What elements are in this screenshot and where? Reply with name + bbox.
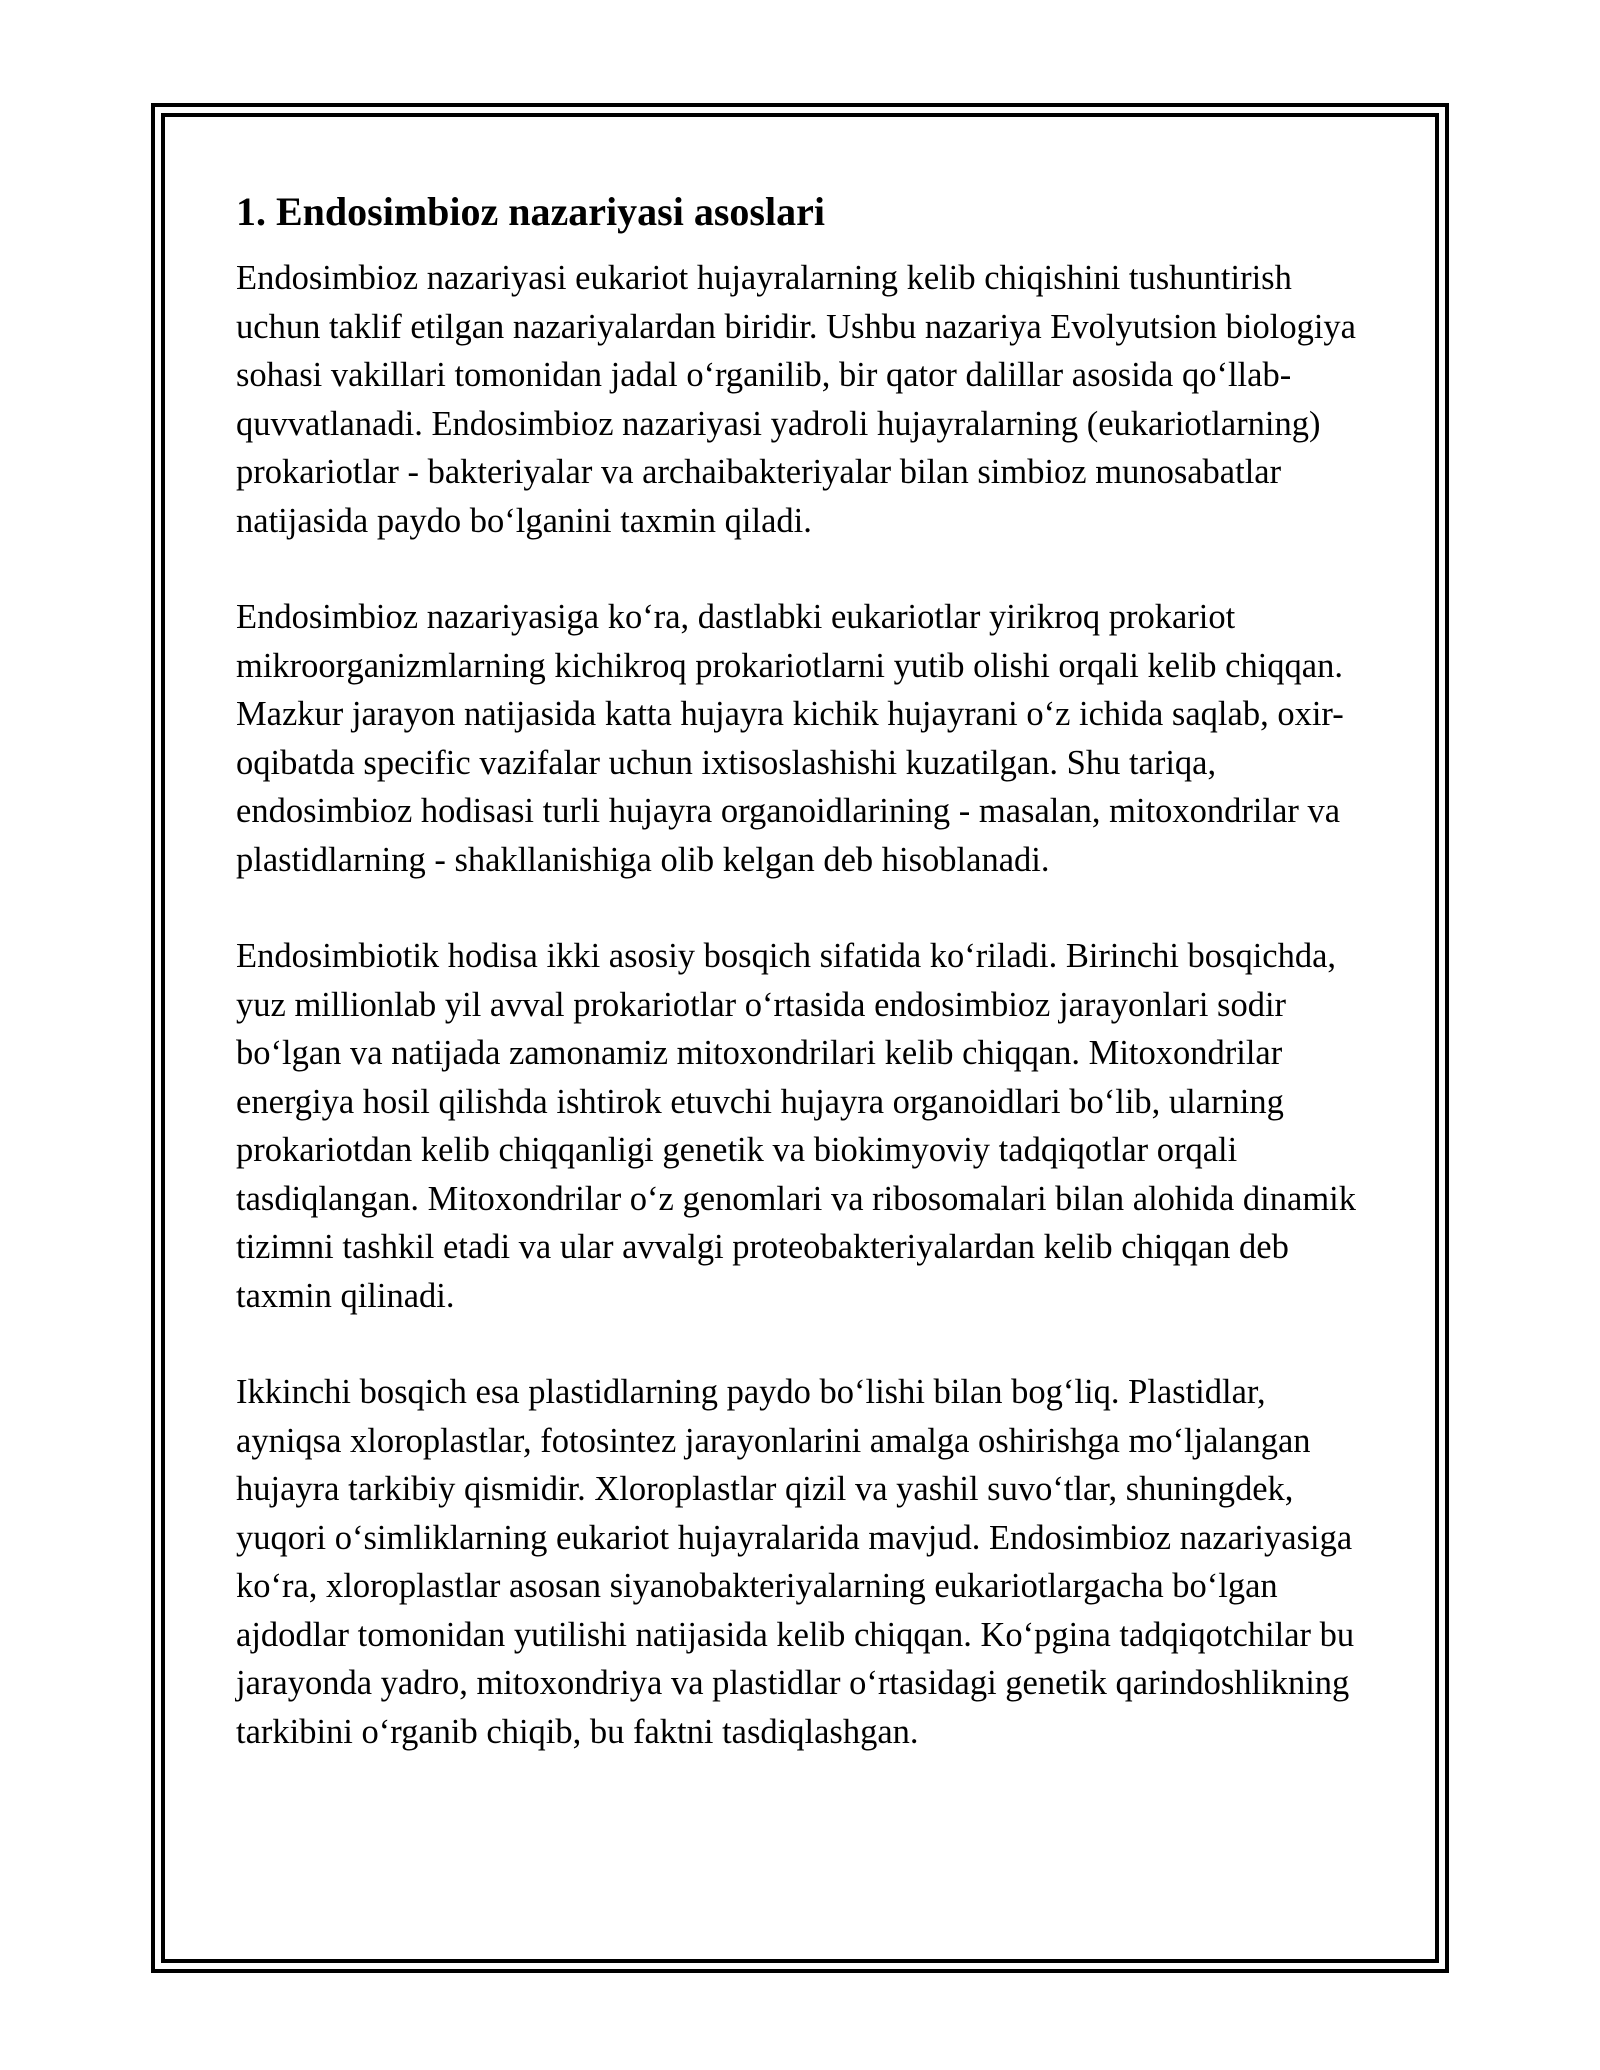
paragraph-2: Endosimbioz nazariyasiga ko‘ra, dastlabki eukariotlar yirikroq prokariot mikroorganizmlarning kichikroq prokariotlarni yutib olishi orqali kelib chiqqan. Mazkur jarayon natijasida katta hujayra kichik hujayrani o‘z ichida saqlab, oxir-oqibatda specific vazifalar uchun ixtisoslashishi kuzatilgan. Shu tariqa, endosimbioz hodisasi turli hujayra organoidlarining - masalan, mitoxondrilar va plastidlarning - shakllanishiga olib kelgan deb hisoblanadi. xyxy=(236,598,1344,879)
document-body xyxy=(236,184,1376,1756)
paragraph-1: Endosimbioz nazariyasi eukariot hujayralarning kelib chiqishini tushuntirish uchun taklif etilgan nazariyalardan biridir. Ushbu nazariya Evolyutsion biologiya sohasi vakillari tomonidan jadal o‘rganilib, bir qator dalillar asosida qo‘llab-quvvatlanadi. Endosimbioz nazariyasi yadroli hujayralarning (eukariotlarning) prokariotlar - bakteriyalar va archaibakteriyalar bilan simbioz munosabatlar natijasida paydo bo‘lganini taxmin qiladi. xyxy=(236,259,1356,540)
paragraph-3: Endosimbiotik hodisa ikki asosiy bosqich sifatida ko‘riladi. Birinchi bosqichda, yuz millionlab yil avval prokariotlar o‘rtasida endosimbioz jarayonlari sodir bo‘lgan va natijada zamonamiz mitoxondrilari kelib chiqqan. Mitoxondrilar energiya hosil qilishda ishtirok etuvchi hujayra organoidlari bo‘lib, ularning prokariotdan kelib chiqqanligi genetik va biokimyoviy tadqiqotlar orqali tasdiqlangan. Mitoxondrilar o‘z genomlari va ribosomalari bilan alohida dinamik tizimni tashkil etadi va ular avvalgi proteobakteriyalardan kelib chiqqan deb taxmin qilinadi. xyxy=(236,937,1357,1315)
section-heading: 1. Endosimbioz nazariyasi asoslari xyxy=(236,189,825,234)
paragraph-4: Ikkinchi bosqich esa plastidlarning paydo bo‘lishi bilan bog‘liq. Plastidlar, ayniqsa xloroplastlar, fotosintez jarayonlarini amalga oshirishga mo‘ljalangan hujayra tarkibiy qismidir. Xloroplastlar qizil va yashil suvo‘tlar, shuningdek, yuqori o‘simliklarning eukariot hujayralarida mavjud. Endosimbioz nazariyasiga ko‘ra, xloroplastlar asosan siyanobakteriyalarning eukariotlargacha bo‘lgan ajdodlar tomonidan yutilishi natijasida kelib chiqqan. Ko‘pgina tadqiqotchilar bu jarayonda yadro, mitoxondriya va plastidlar o‘rtasidagi genetik qarindoshlikning tarkibini o‘rganib chiqib, bu faktni tasdiqlashgan. xyxy=(236,1373,1355,1751)
